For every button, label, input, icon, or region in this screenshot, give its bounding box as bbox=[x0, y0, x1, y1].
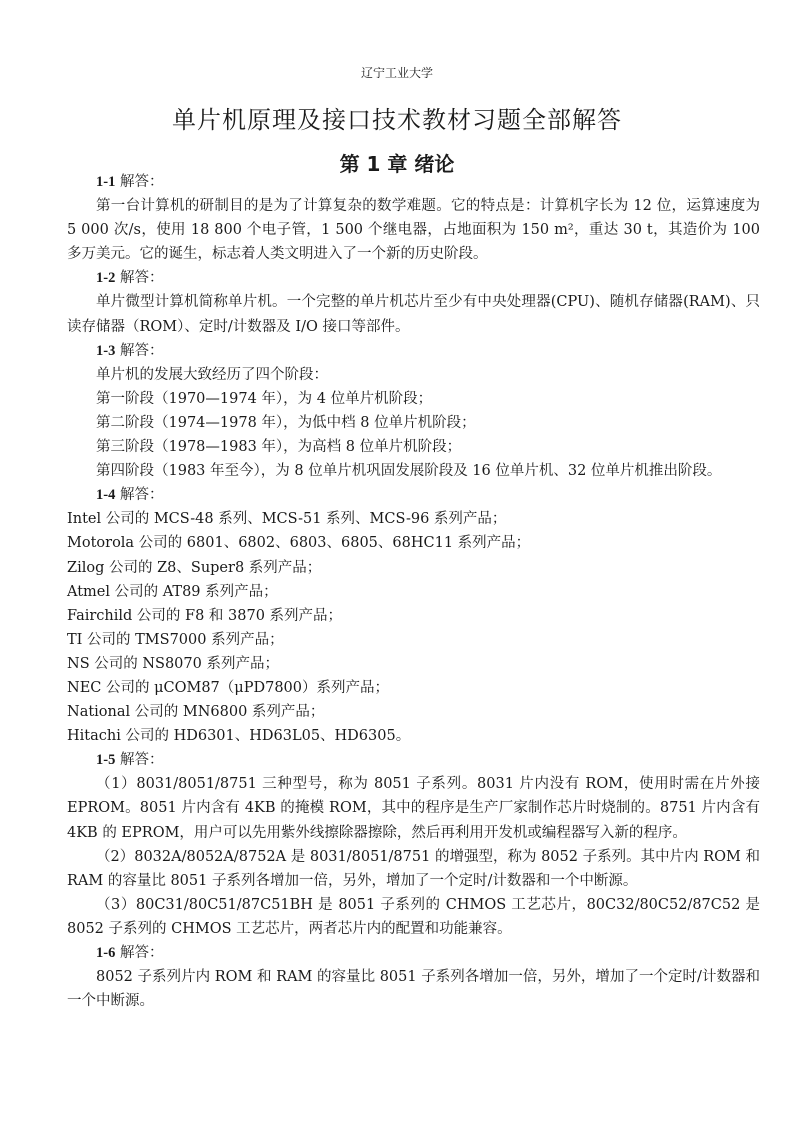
answer-label: 解答： bbox=[119, 945, 164, 961]
answer-label: 解答： bbox=[119, 174, 164, 190]
answer-paragraph: 第三阶段（1978—1983 年），为高档 8 位单片机阶段； bbox=[96, 439, 462, 456]
answer-paragraph: 第一阶段（1970—1974 年），为 4 位单片机阶段； bbox=[96, 390, 433, 407]
question-number: 1-3 bbox=[96, 342, 116, 359]
question-number: 1-4 bbox=[96, 487, 116, 504]
answer-section bbox=[67, 339, 760, 484]
answer-paragraph: 单片微型计算机简称单片机。一个完整的单片机芯片至少有中央处理器(CPU)、随机存储器(RAM)、只读存储器（ROM）、定时/计数器及 I/O 接口等部件。 bbox=[67, 294, 760, 335]
list-item: Atmel 公司的 AT89 系列产品； bbox=[67, 583, 278, 600]
list-item: TI 公司的 TMS7000 系列产品； bbox=[67, 631, 284, 648]
question-number: 1-6 bbox=[96, 945, 116, 961]
answer-heading bbox=[67, 170, 760, 194]
answer-section bbox=[67, 483, 760, 748]
answer-section bbox=[67, 941, 760, 1013]
page-header: 辽宁工业大学 bbox=[360, 66, 433, 80]
answer-section bbox=[67, 748, 760, 941]
answer-paragraph: 单片机的发展大致经历了四个阶段： bbox=[96, 366, 328, 383]
list-item: National 公司的 MN6800 系列产品； bbox=[67, 704, 325, 721]
question-number: 1-5 bbox=[96, 752, 116, 769]
answer-section bbox=[67, 170, 760, 266]
chapter-title: 第 1 章 绪论 bbox=[339, 152, 455, 176]
answer-heading bbox=[67, 266, 760, 290]
answer-heading bbox=[67, 941, 760, 965]
question-number: 1-1 bbox=[96, 174, 116, 190]
answer-label: 解答： bbox=[119, 342, 164, 359]
list-item: Hitachi 公司的 HD6301、HD63L05、HD6305。 bbox=[67, 728, 411, 745]
list-item: Fairchild 公司的 F8 和 3870 系列产品； bbox=[67, 607, 343, 624]
answer-label: 解答： bbox=[119, 752, 164, 769]
list-item: NS 公司的 NS8070 系列产品； bbox=[67, 655, 279, 672]
answer-paragraph: （3）80C31/80C51/87C51BH 是 8051 子系列的 CHMOS 工艺芯片，80C32/80C52/87C52 是 8052 子系列的 CHMOS 工艺芯片，两者芯片内的配置和功能兼容。 bbox=[67, 896, 760, 937]
answer-heading bbox=[67, 483, 760, 507]
list-item: Zilog 公司的 Z8、Super8 系列产品； bbox=[67, 559, 322, 576]
list-item: Intel 公司的 MCS-48 系列、MCS-51 系列、MCS-96 系列产品； bbox=[67, 511, 507, 528]
answer-section bbox=[67, 266, 760, 338]
document-body bbox=[67, 170, 760, 1013]
answer-paragraph: （2）8032A/8052A/8752A 是 8031/8051/8751 的增强型，称为 8052 子系列。其中片内 ROM 和 RAM 的容量比 8051 子系列各增加一倍，另外，增加了一个定时/计数器和一个中断源。 bbox=[67, 848, 760, 889]
question-number: 1-2 bbox=[96, 270, 116, 287]
answer-heading bbox=[67, 339, 760, 363]
answer-label: 解答： bbox=[119, 270, 164, 287]
answer-label: 解答： bbox=[119, 487, 164, 504]
list-item: Motorola 公司的 6801、6802、6803、6805、68HC11 系列产品； bbox=[67, 535, 531, 552]
answer-paragraph: 第二阶段（1974—1978 年），为低中档 8 位单片机阶段； bbox=[96, 414, 476, 431]
answer-paragraph: 8052 子系列片内 ROM 和 RAM 的容量比 8051 子系列各增加一倍，另外，增加了一个定时/计数器和一个中断源。 bbox=[67, 969, 760, 1010]
answer-paragraph: 第四阶段（1983 年至今），为 8 位单片机巩固发展阶段及 16 位单片机、32 位单片机推出阶段。 bbox=[96, 463, 722, 480]
document-title: 单片机原理及接口技术教材习题全部解答 bbox=[172, 106, 622, 134]
answer-paragraph: 第一台计算机的研制目的是为了计算复杂的数学难题。它的特点是：计算机字长为 12 位，运算速度为 5 000 次/s，使用 18 800 个电子管，1 500 个继电器，占地面积为 150 m²，重达 30 t，其造价为 100 多万美元。它的诞生，标志着人类文明进入了一个新的历史阶段。 bbox=[67, 198, 760, 263]
answer-heading bbox=[67, 748, 760, 772]
answer-paragraph: （1）8031/8051/8751 三种型号，称为 8051 子系列。8031 片内没有 ROM，使用时需在片外接 EPROM。8051 片内含有 4KB 的掩模 ROM，其中的程序是生产厂家制作芯片时烧制的。8751 片内含有 4KB 的 EPROM，用户可以先用紫外线擦除器擦除，然后再利用开发机或编程器写入新的程序。 bbox=[67, 776, 760, 841]
list-item: NEC 公司的 μCOM87（μPD7800）系列产品； bbox=[67, 679, 389, 696]
